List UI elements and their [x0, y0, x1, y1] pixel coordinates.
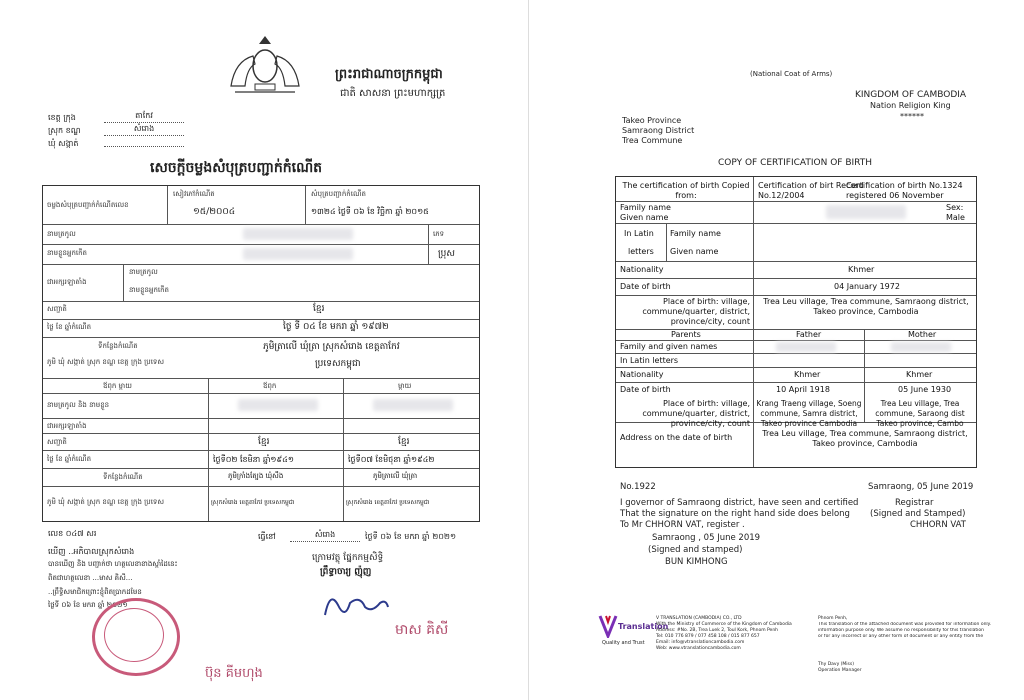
kingdom-title-kh: ព្រះរាជាណាចក្រកម្ពុជា [335, 67, 443, 82]
motto-kh: ជាតិ សាសនា ព្រះមហាក្សត្រ [340, 88, 446, 99]
pob-value-line1: ភូមិត្រាលើ ឃុំត្រា ស្រុកសំរោង ខេត្តតាកែវ [263, 342, 400, 352]
sex-value: ប្រុស [438, 249, 455, 259]
pob-label: Place of birth: village, commune/quarter, district, province/city, count [642, 297, 750, 326]
company-info-6: Web: www.vtranslationcambodia.com [656, 646, 741, 651]
row-divider [43, 393, 479, 394]
mother-label: ម្ដាយ [398, 382, 412, 390]
given-name-label: Given name [620, 213, 669, 222]
col-divider [753, 177, 754, 467]
district-value: សំរោង [104, 123, 184, 136]
address-value: Trea Leu village, Trea commune, Samraong district, Takeo province, Cambodia [762, 429, 968, 448]
row-divider [616, 340, 976, 341]
nationality-value: Khmer [848, 265, 875, 274]
company-info-2: With the Ministry of Commerce of the Kingdom of Cambodia [656, 622, 792, 627]
in-latin-label: In Latin [624, 229, 654, 238]
pob-sublabel: ភូមិ ឃុំ សង្កាត់ ស្រុក ខណ្ឌ ខេត្ត ក្រុង ប្រទេស [47, 358, 165, 366]
row-divider [616, 261, 976, 262]
governor-name: BUN KIMHONG [665, 557, 728, 567]
footer-line2: បានឃើញ និង បញ្ជាក់ថា ហត្ថលេខាខាងស្ដាំដៃនេះ [48, 560, 178, 568]
nationality-value: ខ្មែរ [313, 304, 325, 314]
statement-line2: That the signature on the right hand side does belong [620, 509, 850, 519]
registrar-name: CHHORN VAT [910, 520, 966, 530]
cert-number: Certification of birth No.1324 registered 06 November [846, 181, 963, 200]
letters-label: letters [628, 247, 654, 256]
col-divider [666, 223, 667, 261]
parent-dob-label: Date of birth [620, 385, 671, 394]
company-info-4: Tel: 010 776 879 / 077 458 108 / 015 877 657 [656, 634, 760, 639]
disclaimer-line3: or for any incorrect or any other form of document or any entity from the [818, 634, 984, 639]
registrar-name-kh: ព្រឹទ្ធាចារ្យ ញ៉ុញ [320, 567, 372, 577]
official-stamp-inner [104, 608, 164, 662]
row-divider [43, 301, 479, 302]
footer-date2: ថ្ងៃទី ០៦ ខែ មករា ឆ្នាំ ២០២១ [48, 601, 128, 609]
parent-name-label: នាមត្រកូល និង នាមខ្លួន [47, 401, 110, 409]
manager-title: Operation Manager [818, 668, 862, 673]
record-label: សៀវភៅកំណើត [173, 190, 215, 198]
row-divider [43, 244, 479, 245]
district-label: ស្រុក ខណ្ឌ [48, 126, 81, 135]
mother-dob: ថ្ងៃទី០៧ ខែមិថុនា ឆ្នាំ១៩៤២ [348, 455, 435, 464]
company-info-3: Address: #No. 2B, Trea Luek 2, Toul Kork, Phnom Penh [656, 628, 779, 633]
mother-label: Mother [908, 330, 937, 339]
col-divider [864, 329, 865, 422]
parents-label: Parents [671, 330, 701, 339]
statement-line1: I governor of Samraong district, have seen and certified [620, 498, 859, 508]
given-name-label: នាមខ្លួនអ្នកកើត [47, 249, 87, 257]
family-name-label: Family name [620, 203, 671, 212]
province: Takeo Province [622, 116, 682, 125]
kingdom-title: KINGDOM OF CAMBODIA [855, 90, 967, 100]
company-logo-text: Translation [618, 622, 669, 631]
mother-nationality: Khmer [906, 370, 933, 379]
latin-given-label: នាមខ្លួនអ្នកកើត [129, 286, 169, 294]
company-info-5: Email: info@vtranslationcambodia.com [656, 640, 745, 645]
father-pob-line1: ភូមិក្រាំងត្បែង ឃុំសឹង [228, 472, 284, 480]
row-divider [616, 382, 976, 383]
row-divider [43, 468, 479, 469]
sex-value: Male [946, 213, 965, 222]
disclaimer-title: Phnom Penh, [818, 616, 848, 621]
col-divider [343, 378, 344, 521]
pob-value-line2: ប្រទេសកម្ពុជា [315, 359, 361, 369]
motto: Nation Religion King [870, 101, 951, 110]
row-divider [43, 264, 479, 265]
nationality-label: សញ្ជាតិ [47, 305, 67, 313]
redacted-mother-name [373, 399, 453, 411]
signature-blue [320, 585, 390, 625]
address-label: Address on the date of birth [620, 433, 733, 442]
registrar-title-kh: ក្រោមវត្ថុ ផ្នែកកម្មសិទ្ធិ [312, 553, 384, 563]
row-divider [43, 486, 479, 487]
governor-signed: (Signed and stamped) [648, 545, 743, 555]
motto-stars: ****** [900, 112, 924, 121]
company-logo-sub: Quality and Trust [602, 640, 645, 646]
redacted-father-name [776, 342, 836, 352]
doc-number: No.1922 [620, 482, 656, 492]
statement-line3: To Mr CHHORN VAT, register . [620, 520, 745, 530]
father-dob: 10 April 1918 [776, 385, 830, 394]
registrar-signed: (Signed and Stamped) [870, 509, 966, 519]
row-divider [616, 353, 976, 354]
sex-label: Sex: [946, 203, 964, 212]
row-divider [43, 450, 479, 451]
footer-place-label: ធ្វើនៅ [258, 532, 276, 541]
redacted-given-name [243, 248, 353, 260]
parent-pob-label: Place of birth: village, commune/quarter, district, province/city, count [642, 399, 750, 428]
disclaimer-line2: information purpose only. We assume no responsibility for this translation [818, 628, 984, 633]
dob-label: Date of birth [620, 282, 671, 291]
redacted-family-name [243, 228, 353, 240]
row-divider [43, 224, 479, 225]
row-divider [43, 378, 479, 379]
mother-dob: 05 June 1930 [898, 385, 952, 394]
dob-value: 04 January 1972 [834, 282, 900, 291]
parent-latin-label: ជាអក្សរឡាតាំង [47, 422, 87, 430]
cert-label: សំបុត្របញ្ជាក់កំណើត [311, 190, 366, 198]
parent-pob-sublabel: ភូមិ ឃុំ សង្កាត់ ស្រុក ខណ្ឌ ខេត្ត ក្រុង ប្រទេស [47, 498, 165, 506]
father-nationality: ខ្មែរ [258, 437, 270, 447]
row-divider [616, 295, 976, 296]
pob-label: ទីកន្លែងកំណើត [98, 342, 138, 350]
nationality-label: Nationality [620, 265, 664, 274]
doc-place-date: Samraong, 05 June 2019 [868, 482, 974, 492]
father-pob-line2: ស្រុកសំរោង ខេត្តតាកែវ ប្រទេសកម្ពុជា [211, 499, 295, 506]
governor-place-date: Samraong , 05 June 2019 [652, 533, 761, 543]
latin-family-label: នាមត្រកូល [129, 268, 158, 276]
pob-value: Trea Leu village, Trea commune, Samraong district, Takeo province, Cambodia [763, 297, 969, 316]
row-divider [616, 201, 976, 202]
mother-pob-line1: ភូមិត្រាលើ ឃុំត្រា [373, 472, 418, 480]
province-label: ខេត្ត ក្រុង [48, 113, 76, 122]
parent-nationality-label: សញ្ជាតិ [47, 438, 67, 446]
redacted-mother-name [891, 342, 951, 352]
row-divider [616, 278, 976, 279]
mother-nationality: ខ្មែរ [398, 437, 410, 447]
cert-number: ១៣២៤ ថ្ងៃទី ០៦ ខែ វិច្ឆិកា ឆ្នាំ ២០១៥ [311, 207, 429, 216]
row-divider [43, 418, 479, 419]
birth-record-table-en [615, 176, 977, 468]
coat-of-arms-note: (National Coat of Arms) [750, 70, 833, 78]
col-divider [123, 264, 124, 301]
parent-latin-label: In Latin letters [620, 356, 679, 365]
footer-seen: ឃើញ ..អភិបាលស្រុកសំរោង [48, 547, 135, 556]
company-logo-icon [598, 614, 618, 638]
parent-names-label: Family and given names [620, 342, 718, 351]
copied-from-label: The certification of birth Copied from: [622, 181, 750, 200]
company-info-1: V TRANSLATION (CAMBODIA) CO., LTD [656, 616, 742, 621]
commune: Trea Commune [622, 136, 683, 145]
latin-label: ជាអក្សរឡាតាំង [47, 278, 87, 286]
document-title: COPY OF CERTIFICATION OF BIRTH [718, 158, 873, 168]
disclaimer-line1: This translation of the attached document was provided for information only. [818, 622, 992, 627]
mother-pob-line2: ស្រុកសំរោង ខេត្តតាកែវ ប្រទេសកម្ពុជា [346, 499, 430, 506]
family-name-label: នាមត្រកូល [47, 230, 76, 238]
father-dob: ថ្ងៃទី០២ ខែមិនា ឆ្នាំ១៩៤១ [213, 455, 294, 464]
father-pob: Krang Traeng village, Soeng commune, Samra district, Takeo province Cambodia [756, 399, 862, 428]
father-label: Father [796, 330, 822, 339]
latin-family-name-label: Family name [670, 229, 721, 238]
province-value: តាកែវ [104, 110, 184, 123]
commune-value [104, 136, 184, 147]
dob-label: ថ្ងៃ ខែ ឆ្នាំកំណើត [47, 323, 92, 331]
row-divider [43, 319, 479, 320]
footer-number: លេខ ០៤៧ សរ [48, 529, 97, 538]
redacted-name [826, 205, 906, 219]
manager-name: Thy Davy (Miss) [818, 662, 855, 667]
row-divider [616, 367, 976, 368]
parents-label: ឪពុក ម្ដាយ [103, 382, 132, 390]
copy-from-label: ចម្លងសំបុត្របញ្ជាក់កំណើតលេខ [47, 201, 129, 209]
footer-line3: ពិតជាហត្ថលេខា ...មាស គិសី... [48, 574, 133, 582]
col-divider [167, 186, 168, 224]
record-number: ១៥/២០០៤ [193, 207, 236, 217]
registrar-title: Registrar [895, 498, 934, 508]
sex-label: ភេទ [433, 230, 445, 238]
row-divider [616, 223, 976, 224]
parent-pob-label: ទីកន្លែងកំណើត [103, 473, 143, 481]
redacted-father-name [238, 399, 318, 411]
signer-name-left: ប៊ុន គីមហុង [205, 666, 263, 681]
latin-given-name-label: Given name [670, 247, 719, 256]
birth-record-table-kh [42, 185, 480, 522]
footer-place-value: សំរោង [290, 529, 360, 542]
coat-of-arms-emblem [225, 36, 305, 96]
row-divider [43, 433, 479, 434]
dob-value: ថ្ងៃ ទី ០៤ ខែ មករា ឆ្នាំ ១៩៧២ [283, 322, 389, 332]
district: Samraong District [622, 126, 695, 135]
row-divider [43, 337, 479, 338]
col-divider [208, 378, 209, 521]
father-label: ឪពុក [263, 382, 277, 390]
record-number: Certification of birt Record No.12/2004 [758, 181, 864, 200]
commune-label: ឃុំ សង្កាត់ [48, 139, 79, 148]
father-nationality: Khmer [794, 370, 821, 379]
footer-date: ថ្ងៃទី ០៦ ខែ មករា ឆ្នាំ ២០២១ [365, 532, 457, 541]
col-divider [305, 186, 306, 224]
parent-dob-label: ថ្ងៃ ខែ ឆ្នាំកំណើត [47, 455, 92, 463]
signer-name-right: មាស គិសី [395, 622, 449, 638]
parent-nationality-label: Nationality [620, 370, 664, 379]
col-divider [428, 224, 429, 264]
document-title-kh: សេចក្ដីចម្លងសំបុត្របញ្ជាក់កំណើត [150, 160, 323, 176]
mother-pob: Trea Leu village, Trea commune, Saraong dist Takeo province, Cambo [875, 399, 965, 428]
footer-line4: ..ព្រឹទ្ធិសមាជិកព្រោះខ្ញុំពិតប្រាកដមែន [48, 588, 142, 596]
